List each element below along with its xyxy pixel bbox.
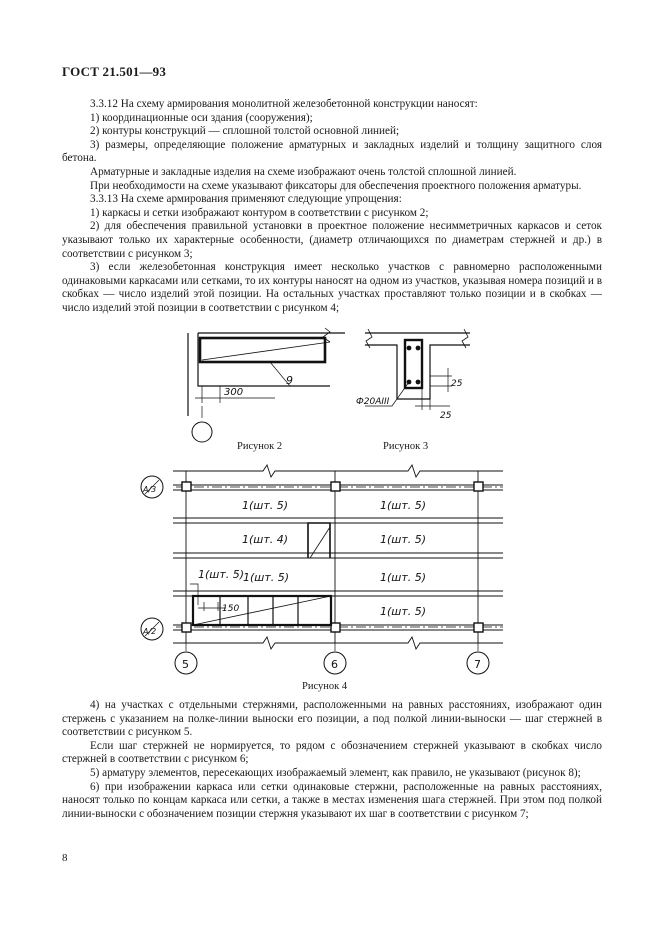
beam-outline <box>365 345 470 399</box>
paragraph: 4) на участках с отдельными стержнями, расположенными на равных расстояниях, изображают один стержень с указанием на полке-линии выноски его позиции, а под полкой линии-выноски — шаг стержней в соответствии с рисунком 5. <box>62 699 602 739</box>
bottom-border <box>173 637 503 649</box>
panel-label-r3c0: 1(шт. 5) <box>198 568 245 581</box>
dimension-lines <box>430 368 452 392</box>
document-code: ГОСТ 21.501—93 <box>62 64 167 79</box>
mesh-diagonal <box>193 596 331 625</box>
axis-5-label: 5 <box>182 658 189 671</box>
rebar-dot <box>416 346 421 351</box>
paragraph: 3.3.12 На схему армирования монолитной железобетонной конструкции наносят: <box>90 98 478 110</box>
figure-4-drawing <box>138 465 513 680</box>
dim-25-vertical-label: 25 <box>451 379 463 389</box>
paragraph: 2) контуры конструкций — сплошной толстой основной линией; <box>90 125 400 138</box>
panel-label-r3c1: 1(шт. 5) <box>243 571 290 584</box>
figure-4-caption: Рисунок 4 <box>302 681 348 692</box>
rebar-dot <box>416 380 421 385</box>
paragraph: 2) для обеспечения правильной установки в проектное положение несимметричных каркасов и сеток указывают только их характерные особенности, (диаметр отличающихся по диаметрам стержней и др.) в соответствии с рисунком 3; <box>62 220 602 260</box>
paragraph: 1) каркасы и сетки изображают контуром в соответствии с рисунком 2; <box>90 206 429 219</box>
panel-label-r3c2: 1(шт. 5) <box>380 571 427 584</box>
figure-3-drawing <box>356 328 485 428</box>
paragraph: Если шаг стержней не нормируется, то рядом с обозначением стержней указывают в скобках число стержней в соответствии с рисунком 6; <box>62 739 602 766</box>
dim-150-label: 150 <box>222 604 240 614</box>
axis-7-label: 7 <box>474 658 481 671</box>
text-block-1 <box>62 98 602 316</box>
panel-label-r1c2: 1(шт. 5) <box>380 499 427 512</box>
paragraph: 5) арматуру элементов, пересекающих изображаемый элемент, как правило, не указывают (рисунок 8); <box>90 766 581 779</box>
paragraph: Арматурные и закладные изделия на схеме изображают очень толстой сплошной линией. <box>90 165 517 178</box>
text-block-2 <box>62 699 602 821</box>
axis-6-label: 6 <box>331 658 338 671</box>
cage-outline <box>200 338 325 362</box>
bar-diameter-label: Ф20АIII <box>356 397 390 407</box>
paragraph: 3) если железобетонная конструкция имеет несколько участков с равномерно расположенными одинаковыми каркасами или сетками, то их контуры наносят на одном из участков, указывая номера позиций и в скобках — число изделий этой позиции. На остальных участках проставляют только позиции и в скобках — число изделий этой позиции в соответствии с рисунком 4; <box>62 261 602 314</box>
panel-label-r2c1: 1(шт. 4) <box>242 533 289 546</box>
figure-3-caption: Рисунок 3 <box>383 441 429 452</box>
paragraph: 6) при изображении каркаса или сетки одинаковые стержни, расположенные на равных расстояниях, наносят только по концам каркаса или сетки, а также в местах изменения шага стержней. При этом под полкой линии-выноски с обозначением позиции стержня указывают их шаг в соответствии с рисунком 7; <box>62 780 602 820</box>
page-number: 8 <box>62 852 68 864</box>
position-9-label: 9 <box>286 374 293 387</box>
figure-2-drawing <box>180 328 355 448</box>
figure-2-caption: Рисунок 2 <box>237 441 283 452</box>
cage-diagonal <box>202 342 330 360</box>
panel-label-r1c1: 1(шт. 5) <box>242 499 289 512</box>
panel-label-r2c2: 1(шт. 5) <box>380 533 427 546</box>
paragraph: 3) размеры, определяющие положение арматурных и закладных изделий и толщину защитного слоя бетона. <box>62 138 602 165</box>
paragraph: При необходимости на схеме указывают фиксаторы для обеспечения проектного положения арматуры. <box>90 179 582 192</box>
axis-bottom-label: А/2 <box>143 627 157 636</box>
dim-300-label: 300 <box>224 387 244 398</box>
dim-25-horizontal-label: 25 <box>440 411 452 421</box>
paragraph: 1) координационные оси здания (сооружения); <box>90 111 313 124</box>
axis-extensions <box>186 643 478 653</box>
top-border <box>173 465 503 477</box>
axis-bubble <box>192 422 212 442</box>
paragraph: 3.3.13 На схеме армирования применяют следующие упрощения: <box>90 193 402 206</box>
axis-top-label: А/3 <box>143 485 157 494</box>
panel-label-r4c2: 1(шт. 5) <box>380 605 427 618</box>
rebar-dot <box>407 346 412 351</box>
